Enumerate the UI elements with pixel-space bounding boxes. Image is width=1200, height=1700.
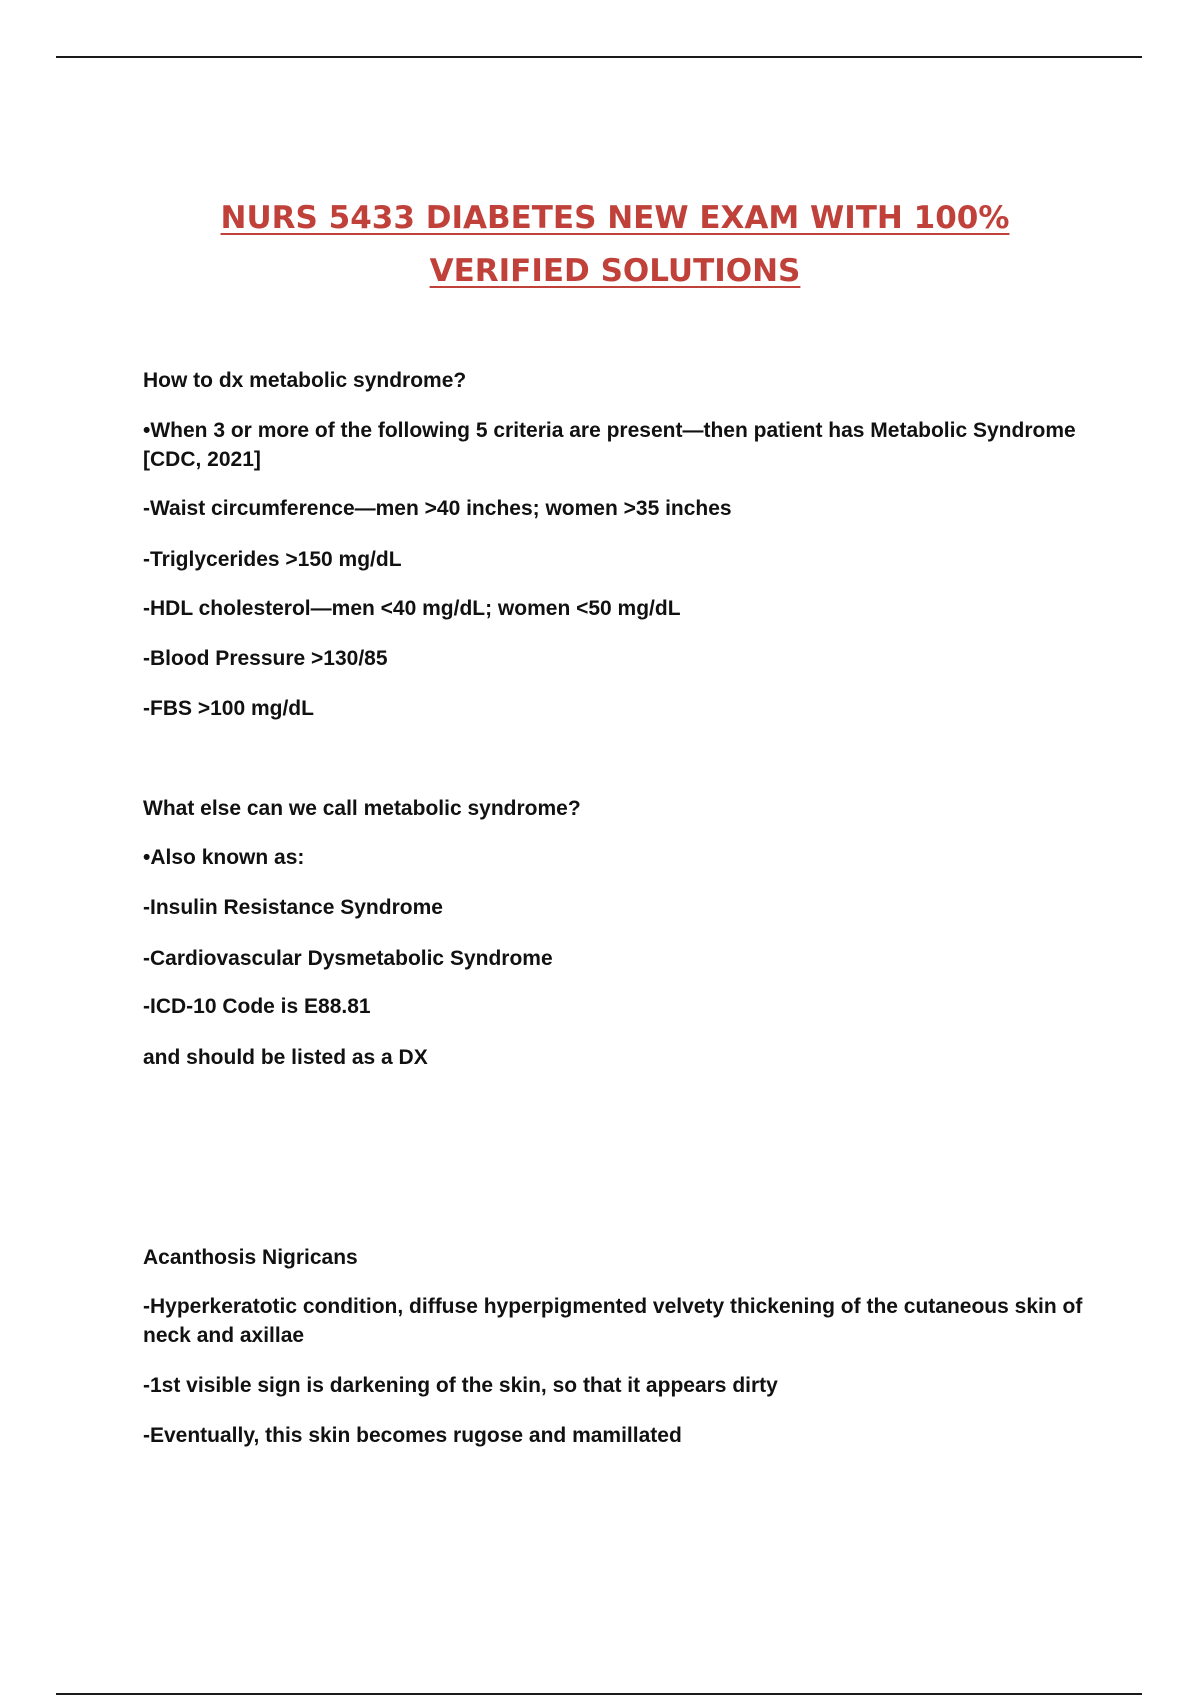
section-heading-acanthosis: Acanthosis Nigricans bbox=[143, 1246, 358, 1269]
document-title bbox=[0, 192, 1200, 298]
acanthosis-first-sign: -1st visible sign is darkening of the skin, so that it appears dirty bbox=[143, 1374, 778, 1397]
criterion-blood-pressure: -Blood Pressure >130/85 bbox=[143, 647, 388, 670]
criteria-intro: •When 3 or more of the following 5 criteria are present—then patient has Metabolic Syndrome [CDC, 2021] bbox=[143, 419, 1076, 471]
dx-listing-note: and should be listed as a DX bbox=[143, 1046, 428, 1069]
section-heading-dx-metabolic: How to dx metabolic syndrome? bbox=[143, 369, 467, 392]
section-heading-other-names: What else can we call metabolic syndrome? bbox=[143, 797, 581, 820]
title-line-1: NURS 5433 DIABETES NEW EXAM WITH 100% bbox=[220, 200, 1010, 236]
aka-insulin-resistance: -Insulin Resistance Syndrome bbox=[143, 896, 443, 919]
aka-intro: •Also known as: bbox=[143, 846, 305, 869]
aka-cardiovascular: -Cardiovascular Dysmetabolic Syndrome bbox=[143, 947, 553, 970]
acanthosis-description: -Hyperkeratotic condition, diffuse hyperpigmented velvety thickening of the cutaneous skin of neck and axillae bbox=[143, 1295, 1083, 1347]
criterion-triglycerides: -Triglycerides >150 mg/dL bbox=[143, 548, 402, 571]
criterion-hdl: -HDL cholesterol—men <40 mg/dL; women <50 mg/dL bbox=[143, 597, 681, 620]
criterion-waist: -Waist circumference—men >40 inches; women >35 inches bbox=[143, 497, 732, 520]
footer-rule bbox=[56, 1693, 1142, 1695]
acanthosis-progression: -Eventually, this skin becomes rugose and mamillated bbox=[143, 1424, 682, 1447]
title-line-2: VERIFIED SOLUTIONS bbox=[429, 253, 801, 289]
criterion-fbs: -FBS >100 mg/dL bbox=[143, 697, 314, 720]
header-rule bbox=[56, 56, 1142, 58]
icd-code: -ICD-10 Code is E88.81 bbox=[143, 995, 371, 1018]
